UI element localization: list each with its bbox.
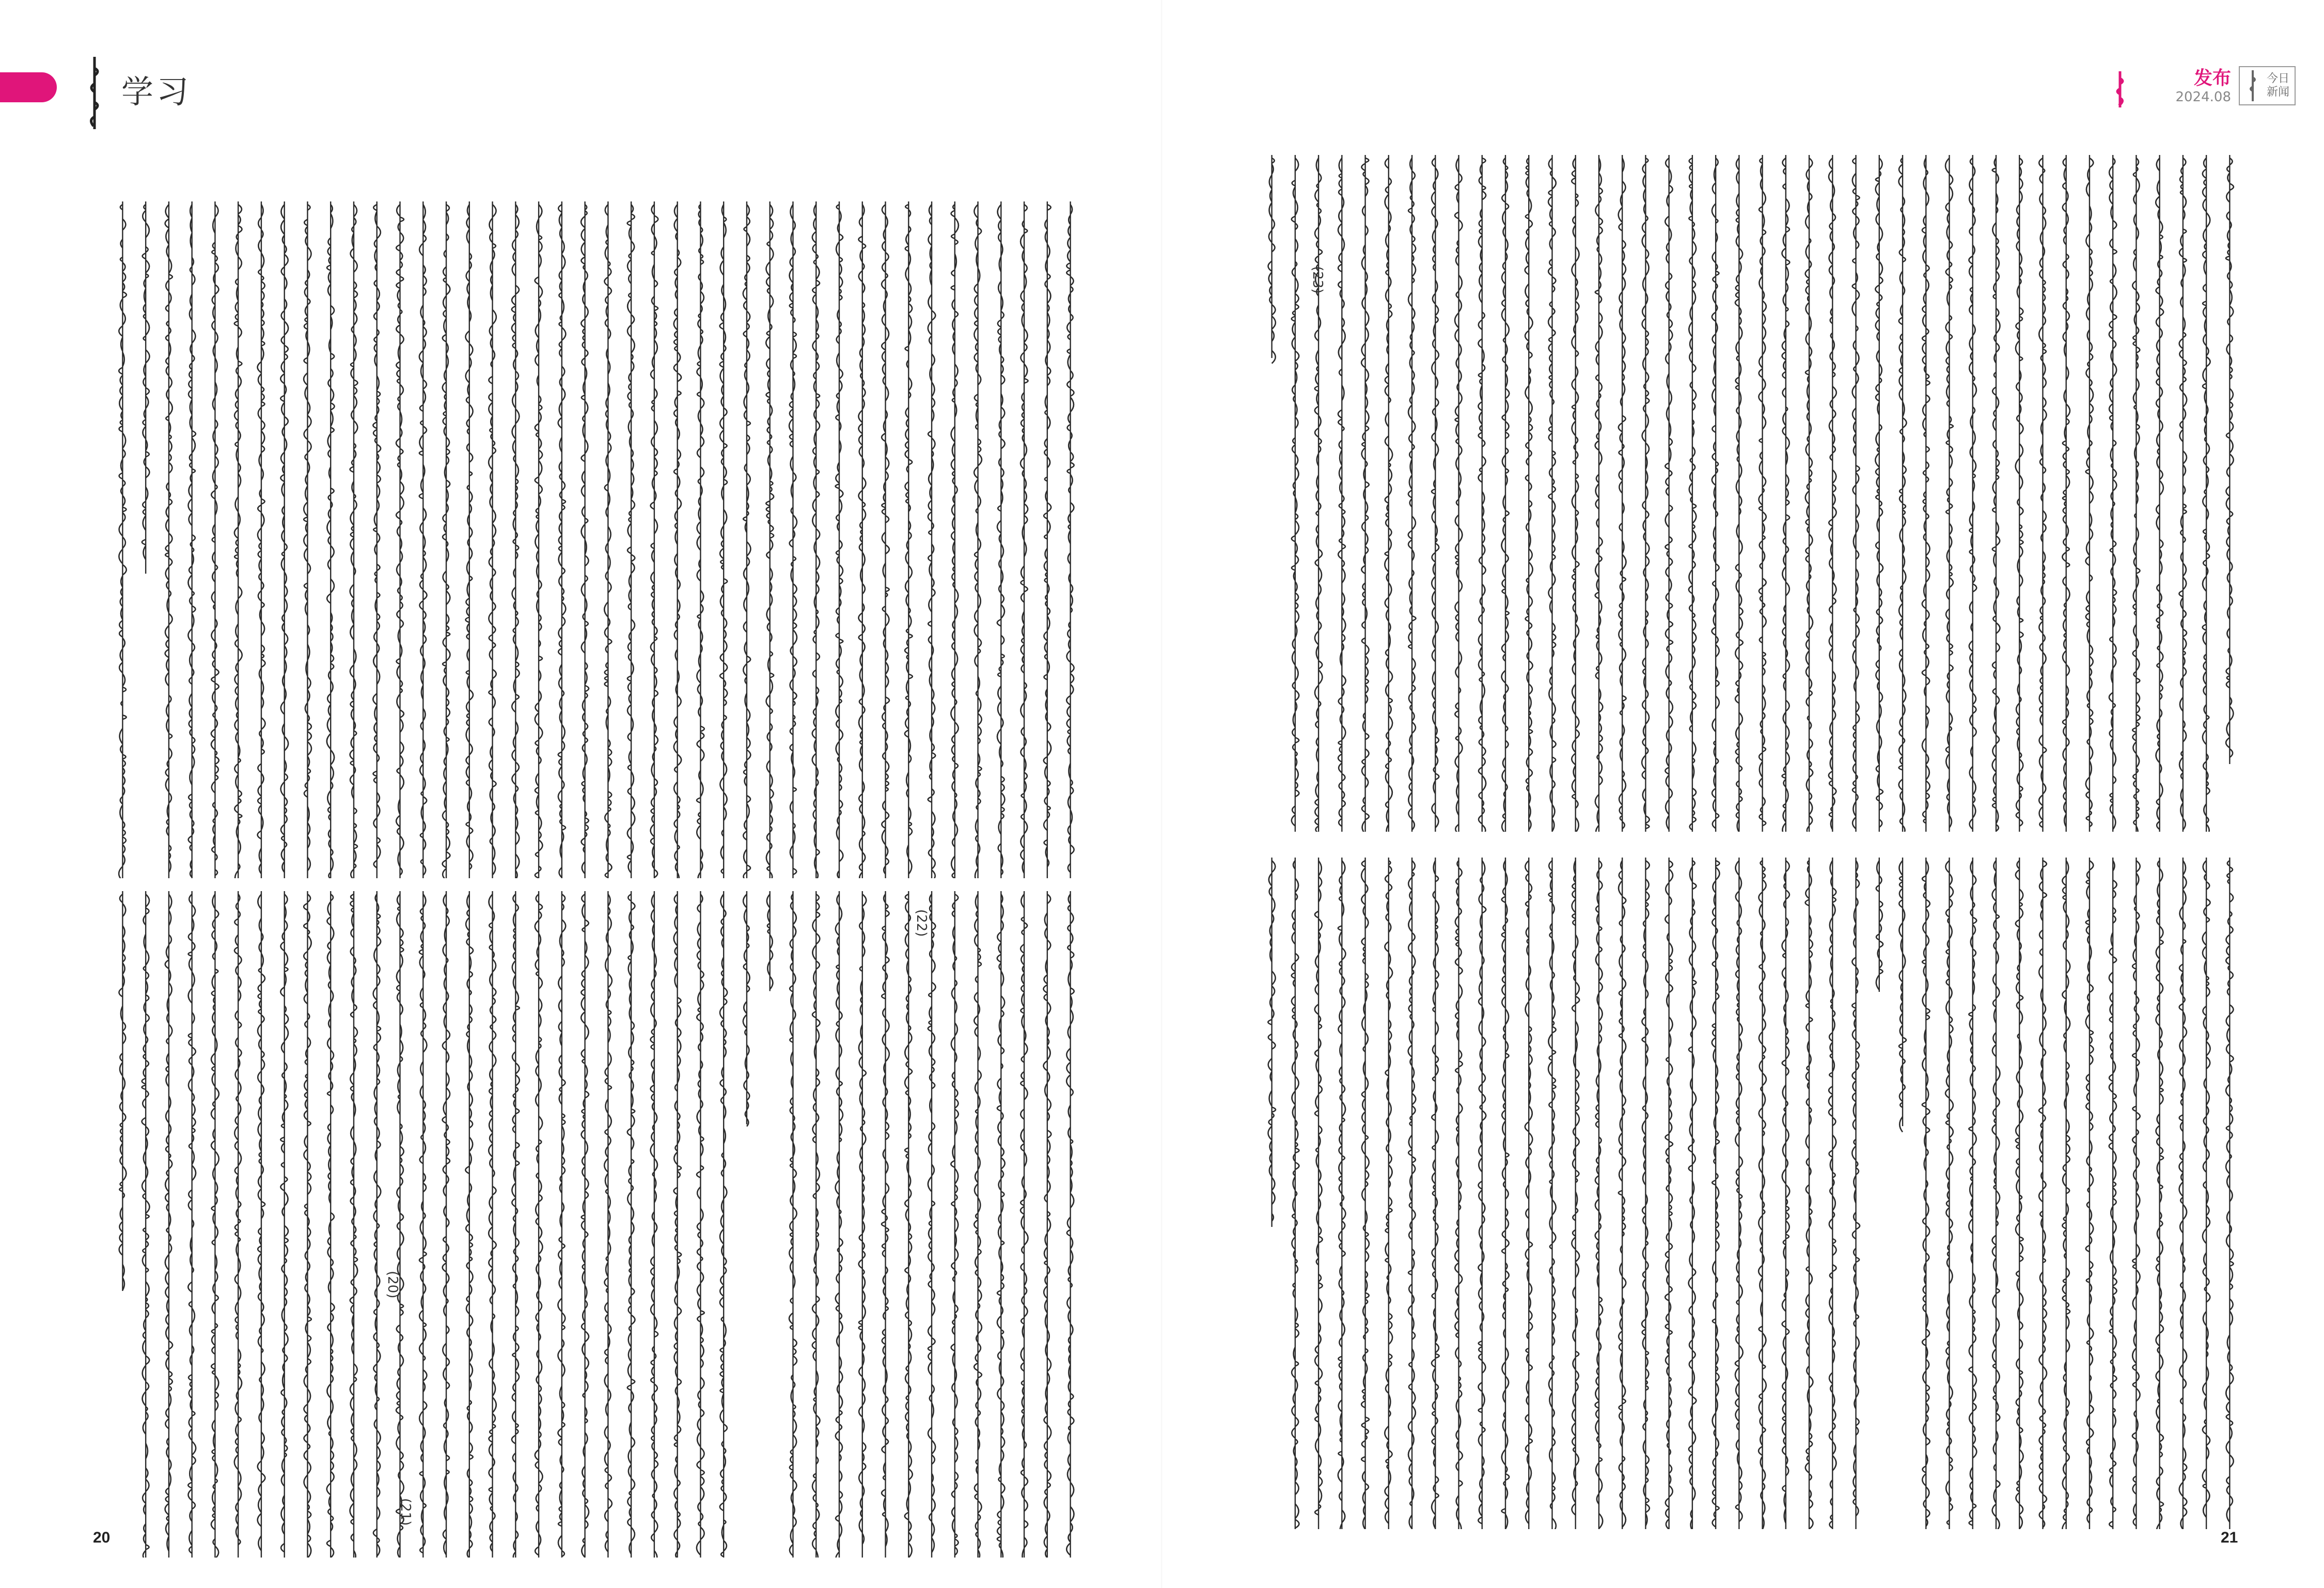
script-column xyxy=(234,891,242,1558)
script-column xyxy=(1268,858,1276,1227)
script-column xyxy=(1829,155,1836,832)
logo-text-line-1: 今日 xyxy=(2266,72,2289,85)
script-column xyxy=(512,891,520,1558)
script-column xyxy=(119,201,127,878)
script-column xyxy=(882,891,889,1558)
right-lower-columns xyxy=(1260,858,2241,1529)
script-column xyxy=(1455,858,1463,1529)
script-column xyxy=(627,891,635,1558)
script-column xyxy=(581,891,589,1558)
script-column xyxy=(1642,155,1650,832)
script-column xyxy=(2203,155,2210,832)
left-lower-columns xyxy=(111,891,1082,1558)
script-column xyxy=(1735,155,1743,832)
script-column xyxy=(859,891,867,1558)
script-column xyxy=(327,201,335,878)
script-column xyxy=(1805,155,1813,832)
publication-box xyxy=(2143,68,2231,105)
script-column xyxy=(1922,858,1930,1529)
script-column xyxy=(443,891,450,1558)
script-column xyxy=(604,201,611,878)
script-column xyxy=(465,201,473,878)
section-title: 学习 xyxy=(121,73,192,111)
script-column xyxy=(1020,201,1028,878)
script-column xyxy=(2156,155,2163,832)
script-column xyxy=(1992,155,2000,832)
script-column xyxy=(1455,155,1463,832)
script-column xyxy=(674,201,681,878)
script-column xyxy=(1292,858,1299,1529)
script-column xyxy=(2109,155,2117,832)
script-column xyxy=(1338,858,1346,1529)
script-column xyxy=(1478,858,1486,1529)
script-column xyxy=(396,891,404,1558)
left-paragraph-marker-20: (20) xyxy=(385,1271,400,1299)
script-column xyxy=(905,201,913,878)
script-column xyxy=(1875,155,1883,832)
script-column xyxy=(1595,155,1603,832)
script-column xyxy=(535,891,543,1558)
left-upper-columns xyxy=(111,201,1082,878)
script-column xyxy=(604,891,612,1558)
script-column xyxy=(1712,858,1720,1529)
issue-date: 2024.08 xyxy=(2175,89,2231,105)
script-column xyxy=(1665,858,1673,1529)
script-column xyxy=(2062,858,2070,1529)
script-column xyxy=(165,201,172,878)
script-column xyxy=(2203,858,2210,1529)
script-column xyxy=(512,201,520,878)
script-column xyxy=(558,891,566,1558)
script-column xyxy=(465,891,473,1558)
script-column xyxy=(2226,858,2234,1529)
script-column xyxy=(211,201,219,878)
script-column xyxy=(1758,155,1766,832)
script-column xyxy=(1805,858,1813,1529)
script-column xyxy=(234,201,242,878)
script-column xyxy=(720,201,728,878)
script-column xyxy=(1044,891,1051,1558)
script-column xyxy=(581,201,589,878)
script-column xyxy=(743,201,751,878)
script-column xyxy=(1044,201,1051,878)
script-column xyxy=(373,201,381,878)
script-column xyxy=(743,891,750,1126)
script-column xyxy=(1782,858,1790,1529)
script-column xyxy=(1408,155,1416,832)
script-column xyxy=(2086,155,2094,832)
script-column xyxy=(1432,858,1439,1529)
script-column xyxy=(1478,155,1486,832)
right-paragraph-marker-22: (22) xyxy=(914,909,929,937)
script-column xyxy=(1066,201,1074,878)
script-column xyxy=(2109,858,2117,1529)
left-paragraph-marker-21: (21) xyxy=(398,1498,413,1526)
script-column xyxy=(2226,155,2234,764)
script-column xyxy=(350,891,358,1558)
script-column xyxy=(1338,155,1346,832)
script-column xyxy=(1502,155,1510,832)
script-column xyxy=(1572,155,1579,832)
script-column xyxy=(1899,858,1906,1132)
script-column xyxy=(651,201,658,878)
script-column xyxy=(1502,858,1510,1529)
script-column xyxy=(419,891,427,1558)
script-column xyxy=(674,891,682,1558)
right-paragraph-marker-23: (23) xyxy=(1310,266,1325,294)
script-column xyxy=(280,891,288,1558)
script-column xyxy=(1945,858,1953,1529)
script-column xyxy=(1642,858,1650,1529)
script-column xyxy=(1992,858,2000,1529)
script-column xyxy=(1548,155,1556,832)
left-page-upper-text-block xyxy=(111,201,1082,878)
script-column xyxy=(2179,858,2187,1529)
script-column xyxy=(1315,155,1323,832)
script-column xyxy=(2086,858,2094,1529)
logo-mongolian-mark xyxy=(2245,70,2260,101)
script-column xyxy=(1782,155,1790,832)
script-column xyxy=(2156,858,2164,1529)
script-column xyxy=(1619,858,1626,1529)
script-column xyxy=(1829,858,1836,1529)
script-column xyxy=(142,891,150,1558)
script-column xyxy=(535,201,543,878)
script-column xyxy=(2179,155,2187,832)
script-column xyxy=(142,201,150,574)
left-page-lower-text-block xyxy=(111,891,1082,1558)
script-column xyxy=(2062,155,2070,832)
script-column xyxy=(327,891,335,1558)
script-column xyxy=(974,891,982,1558)
script-column xyxy=(1876,858,1883,992)
script-column xyxy=(1922,155,1930,832)
script-column xyxy=(1969,858,1976,1529)
script-column xyxy=(858,201,866,878)
script-column xyxy=(1665,155,1673,832)
script-column xyxy=(1548,858,1556,1529)
publication-label: 发布 xyxy=(2193,68,2231,89)
script-column xyxy=(188,891,196,1558)
script-column xyxy=(2016,155,2023,832)
script-column xyxy=(928,201,936,878)
script-column xyxy=(1758,858,1766,1529)
script-column xyxy=(396,201,404,878)
section-color-tab xyxy=(0,72,57,102)
script-column xyxy=(2132,858,2140,1529)
script-column xyxy=(1408,858,1416,1529)
script-column xyxy=(489,201,496,878)
script-column xyxy=(882,201,889,878)
script-column xyxy=(489,891,496,1558)
script-column xyxy=(119,891,126,1291)
script-column xyxy=(627,201,635,878)
mongolian-section-mark xyxy=(85,57,104,129)
script-column xyxy=(1525,858,1532,1529)
script-column xyxy=(1066,891,1074,1558)
script-column xyxy=(2039,858,2047,1529)
script-column xyxy=(1385,155,1392,832)
script-column xyxy=(1525,155,1533,832)
script-column xyxy=(1899,155,1907,832)
script-column xyxy=(2039,155,2046,832)
script-column xyxy=(1315,858,1323,1529)
script-column xyxy=(258,891,265,1558)
script-column xyxy=(951,891,958,1558)
script-column xyxy=(997,201,1005,878)
script-column xyxy=(697,201,704,878)
script-column xyxy=(258,201,265,878)
script-column xyxy=(1688,858,1696,1529)
mongolian-publication-mark xyxy=(2111,71,2129,107)
script-column xyxy=(211,891,219,1558)
script-column xyxy=(1852,155,1860,832)
script-column xyxy=(1268,155,1276,364)
script-column xyxy=(373,891,381,1558)
script-column xyxy=(1945,155,1953,832)
script-column xyxy=(1020,891,1028,1558)
script-column xyxy=(304,201,311,878)
page-gutter xyxy=(1161,0,1163,1588)
script-column xyxy=(1385,858,1392,1529)
script-column xyxy=(1969,155,1976,832)
right-page-upper-text-block xyxy=(1260,155,2241,832)
script-column xyxy=(304,891,311,1558)
script-column xyxy=(419,201,427,878)
script-column xyxy=(2132,155,2140,832)
right-page-lower-text-block xyxy=(1260,858,2241,1529)
script-column xyxy=(350,201,358,878)
script-column xyxy=(1689,155,1696,832)
script-column xyxy=(1852,858,1860,1529)
logo-text xyxy=(2267,72,2289,99)
script-column xyxy=(165,891,173,1558)
script-column xyxy=(1572,858,1579,1529)
script-column xyxy=(812,201,820,878)
script-column xyxy=(836,201,843,878)
script-column xyxy=(1292,155,1299,832)
script-column xyxy=(2016,858,2023,1529)
script-column xyxy=(1595,858,1603,1529)
logo-text-line-2: 新闻 xyxy=(2266,86,2289,99)
script-column xyxy=(997,891,1005,1558)
script-column xyxy=(812,891,820,1558)
script-column xyxy=(951,201,959,878)
script-column xyxy=(1432,155,1439,832)
script-column xyxy=(789,201,797,878)
script-column xyxy=(188,201,196,878)
script-column xyxy=(766,201,774,878)
script-column xyxy=(697,891,704,1558)
script-column xyxy=(1361,155,1369,832)
script-column xyxy=(928,891,936,1558)
script-column xyxy=(558,201,566,878)
right-upper-columns xyxy=(1260,155,2241,832)
script-column xyxy=(767,891,773,991)
script-column xyxy=(1712,155,1719,832)
script-column xyxy=(443,201,450,878)
script-column xyxy=(1735,858,1743,1529)
script-column xyxy=(1361,858,1369,1529)
script-column xyxy=(280,201,288,878)
newspaper-logo xyxy=(2239,66,2296,105)
script-column xyxy=(905,891,913,1558)
script-column xyxy=(1619,155,1626,832)
right-page-number: 21 xyxy=(2221,1529,2238,1546)
script-column xyxy=(789,891,797,1558)
script-column xyxy=(651,891,658,1558)
script-column xyxy=(836,891,843,1558)
script-column xyxy=(974,201,982,878)
left-page-number: 20 xyxy=(93,1529,111,1546)
script-column xyxy=(720,891,727,1558)
